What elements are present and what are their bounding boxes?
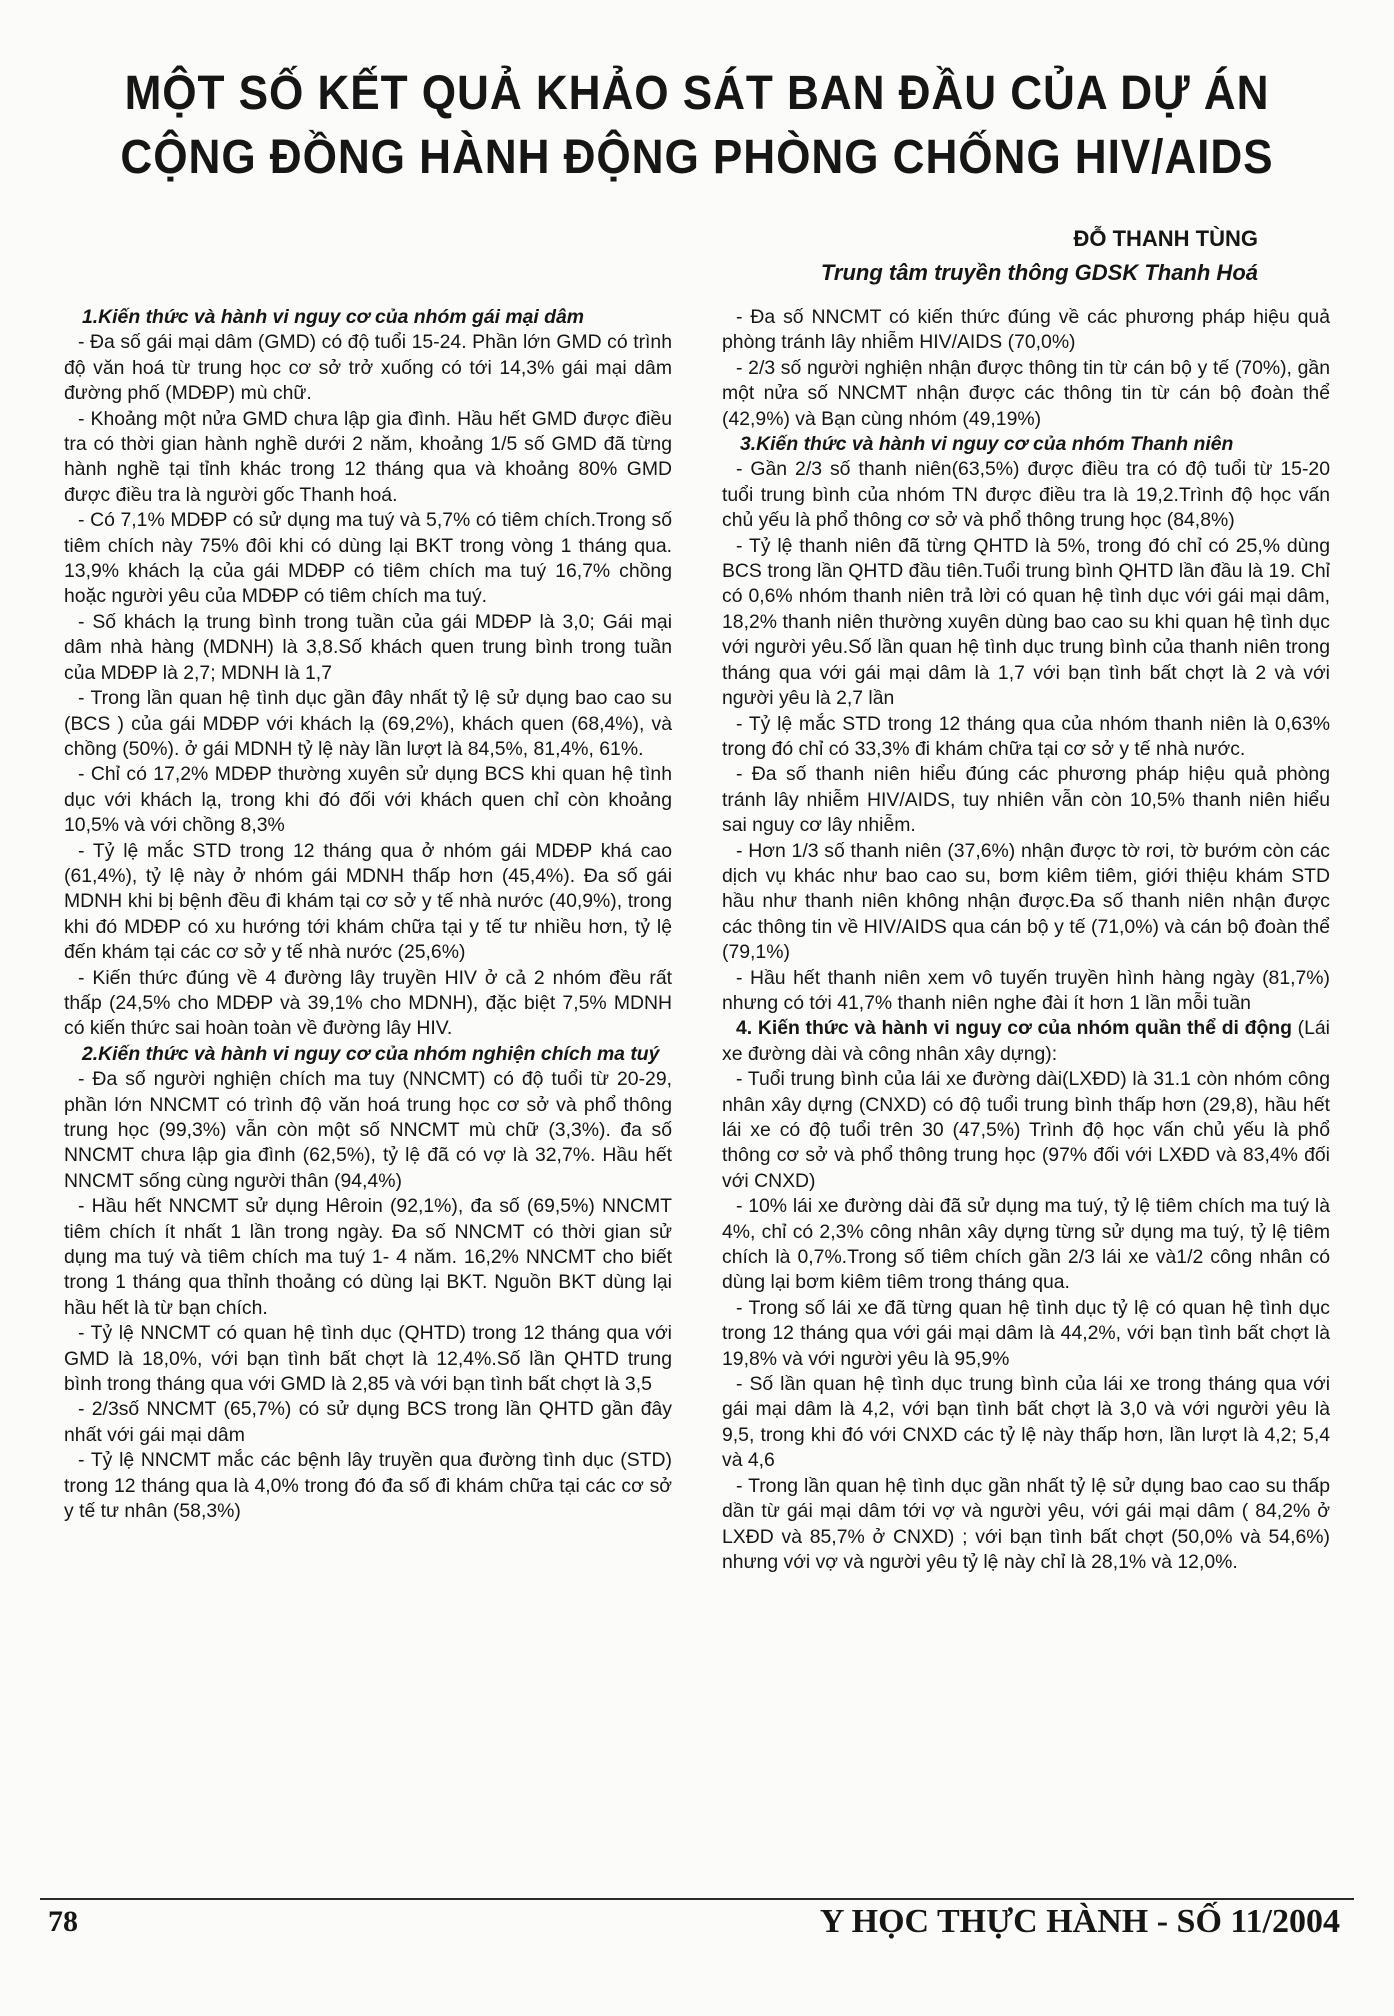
paragraph: - Kiến thức đúng về 4 đường lây truyền HIV ở cả 2 nhóm đều rất thấp (24,5% cho MDĐP và 39,1% cho MDNH), đặc biệt 7,5% MDNH có kiến thức sai hoàn toàn về đường lây HIV. bbox=[64, 966, 672, 1040]
paragraph: - Hầu hết NNCMT sử dụng Hêroin (92,1%), đa số (69,5%) NNCMT tiêm chích ít nhất 1 lần trong ngày. Đa số NNCMT có thời gian sử dụng ma tuý và tiêm chích ma tuý 1- 4 năm. 16,2% NNCMT cho biết trong 1 tháng qua thỉnh thoảng có dùng lại BKT. Nguồn BKT dùng lại hầu hết là từ bạn chích. bbox=[64, 1195, 672, 1319]
section-heading: 1.Kiến thức và hành vi nguy cơ của nhóm gái mại dâm bbox=[82, 306, 585, 328]
paragraph: - Hầu hết thanh niên xem vô tuyến truyền hình hàng ngày (81,7%) nhưng có tới 41,7% thanh niên nghe đài ít hơn 1 lần mỗi tuần bbox=[722, 966, 1330, 1014]
paragraph: - Chỉ có 17,2% MDĐP thường xuyên sử dụng BCS khi quan hệ tình dục với khách lạ, trong khi đó đối với khách quen chỉ còn khoảng 10,5% và với chồng 8,3% bbox=[64, 763, 672, 837]
paragraph: - Tuổi trung bình của lái xe đường dài(LXĐD) là 31.1 còn nhóm công nhân xây dựng (CNXD) có độ tuổi trung bình thấp hơn (29,8), hầu hết lái xe có độ tuổi trên 30 (47,5%) Trình độ học vấn chủ yếu là phổ thông cơ sở và phổ thông trung học (97% đối với LXĐD và 83,4% đối với CNXD) bbox=[722, 1068, 1330, 1192]
author-block bbox=[821, 222, 1258, 290]
paragraph: - Số lần quan hệ tình dục trung bình của lái xe trong tháng qua với gái mại dâm là 4,2, với bạn tình bất chợt là 3,0 và với người yêu là 9,5, trong khi đó với CNXD các tỷ lệ này thấp hơn, lần lượt là 4,2; 5,4 và 4,6 bbox=[722, 1373, 1330, 1472]
article-title bbox=[56, 62, 1338, 190]
paragraph: - 2/3số NNCMT (65,7%) có sử dụng BCS trong lần QHTD gần đây nhất với gái mại dâm bbox=[64, 1398, 672, 1446]
paragraph: - Tỷ lệ thanh niên đã từng QHTD là 5%, trong đó chỉ có 25,% dùng BCS trong lần QHTD đầu tiên.Tuổi trung bình QHTD lần đầu là 19. Chỉ có 0,6% nhóm thanh niên trả lời có quan hệ tình dục với gái mại dâm, 18,2% thanh niên thường xuyên dùng bao cao su khi quan hệ tình dục với người yêu.Số lần quan hệ tình dục trung bình của thanh niên trong tháng qua với gái mại dâm là 1,7 với bạn tình bất chợt là 2 và với người yêu là 2,7 lần bbox=[722, 534, 1330, 710]
paragraph: - Tỷ lệ NNCMT mắc các bệnh lây truyền qua đường tình dục (STD) trong 12 tháng qua là 4,0% trong đó đa số đi khám chữa tại các cơ sở y tế tư nhân (58,3%) bbox=[64, 1449, 672, 1523]
section-heading: 3.Kiến thức và hành vi nguy cơ của nhóm Thanh niên bbox=[740, 433, 1234, 456]
paragraph: - Gần 2/3 số thanh niên(63,5%) được điều tra có độ tuổi từ 15-20 tuổi trung bình của nhóm TN được điều tra là 19,2.Trình độ học vấn chủ yếu là phổ thông cơ sở và phổ thông trung học (84,8%) bbox=[722, 458, 1330, 532]
right-column bbox=[722, 305, 1330, 1575]
paragraph: - Trong lần quan hệ tình dục gần đây nhất tỷ lệ sử dụng bao cao su (BCS ) của gái MDĐP với khách lạ (69,2%), khách quen (68,4%), và chồng (50%). ở gái MDNH tỷ lệ này lần lượt là 84,5%, 81,4%, 61%. bbox=[64, 687, 672, 760]
paragraph: - Đa số người nghiện chích ma tuy (NNCMT) có độ tuổi từ 20-29, phần lớn NNCMT có trình độ văn hoá trung học cơ sở và phổ thông trung học (99,3%) vẫn còn một số NNCMT mù chữ (3,3%). đa số NNCMT chưa lập gia đình (62,5%), tỷ lệ đã có vợ là 32,7%. Hầu hết NNCMT sống cùng người thân (94,4%) bbox=[64, 1068, 672, 1192]
paragraph: - Tỷ lệ NNCMT có quan hệ tình dục (QHTD) trong 12 tháng qua với GMD là 18,0%, với bạn tình bất chợt là 12,4%.Số lần QHTD trung bình trong tháng qua với GMD là 2,85 và với bạn tình bất chợt là 3,5 bbox=[64, 1322, 672, 1396]
paragraph: - Tỷ lệ mắc STD trong 12 tháng qua ở nhóm gái MDĐP khá cao (61,4%), tỷ lệ này ở nhóm gái MDNH thấp hơn (45,4%). Đa số gái MDNH khi bị bệnh đều đi khám tại cơ sở y tế nhà nước (40,9%), trong khi đó MDĐP có xu hướng tới khám chữa tại y tế tư nhiều hơn, tỷ lệ đến khám tại các cơ sở y tế nhà nước (25,6%) bbox=[64, 839, 672, 964]
article-title-line-1: MỘT SỐ KẾT QUẢ KHẢO SÁT BAN ĐẦU CỦA DỰ ÁN bbox=[124, 67, 1270, 120]
paragraph: - Số khách lạ trung bình trong tuần của gái MDĐP là 3,0; Gái mại dâm nhà hàng (MDNH) là 3,8.Số khách quen trung bình trong tuần của MDĐP là 2,7; MDNH là 1,7 bbox=[64, 610, 672, 684]
paragraph: - Có 7,1% MDĐP có sử dụng ma tuý và 5,7% có tiêm chích.Trong số tiêm chích này 75% đôi khi có dùng lại BKT trong vòng 1 tháng qua. 13,9% khách lạ của gái MDĐP có tiêm chích ma tuý 16,7% chồng hoặc người yêu của MDĐP có tiêm chích ma tuý. bbox=[64, 509, 672, 608]
paragraph: - 10% lái xe đường dài đã sử dụng ma tuý, tỷ lệ tiêm chích ma tuý là 4%, chỉ có 2,3% công nhân xây dựng từng sử dụng ma tuý, tỷ lệ tiêm chích là 0,7%.Trong số tiêm chích gần 2/3 lái xe và1/2 công nhân có dùng lại bơm kiêm tiêm trong tháng qua. bbox=[722, 1195, 1330, 1294]
paragraph: - Khoảng một nửa GMD chưa lập gia đình. Hầu hết GMD được điều tra có thời gian hành nghề dưới 2 năm, khoảng 1/5 số GMD đã từng hành nghề tại tỉnh khác trong 12 tháng qua và khoảng 80% GMD được điều tra là người gốc Thanh hoá. bbox=[64, 407, 672, 506]
author-organization: Trung tâm truyền thông GDSK Thanh Hoá bbox=[820, 260, 1258, 285]
paragraph: - Đa số NNCMT có kiến thức đúng về các phương pháp hiệu quả phòng tránh lây nhiễm HIV/AIDS (70,0%) bbox=[722, 306, 1330, 354]
paragraph: - Tỷ lệ mắc STD trong 12 tháng qua của nhóm thanh niên là 0,63% trong đó chỉ có 33,3% đi khám chữa tại cơ sở y tế nhà nước. bbox=[722, 712, 1330, 760]
journal-name: Y HỌC THỰC HÀNH - SỐ 11/2004 bbox=[819, 1903, 1340, 1940]
author-name: ĐỖ THANH TÙNG bbox=[1073, 226, 1258, 251]
page-number: 78 bbox=[48, 1905, 78, 1938]
paragraph: - Trong lần quan hệ tình dục gần nhất tỷ lệ sử dụng bao cao su thấp dần từ gái mại dâm tới vợ và người yêu, với gái mại dâm ( 84,2% ở LXĐD và 85,7% ở CNXD) ; với bạn tình bất chợt (50,0% và 54,6%) nhưng với vợ và người yêu tỷ lệ này chỉ là 28,1% và 12,0%. bbox=[722, 1474, 1330, 1573]
section-heading-text: 4. Kiến thức và hành vi nguy cơ của nhóm quần thể di động bbox=[736, 1017, 1292, 1040]
article-title-line-2: CỘNG ĐỒNG HÀNH ĐỘNG PHÒNG CHỐNG HIV/AIDS bbox=[120, 131, 1274, 184]
section-heading: 2.Kiến thức và hành vi nguy cơ của nhóm nghiện chích ma tuý bbox=[82, 1042, 660, 1065]
section-heading bbox=[722, 1016, 1330, 1067]
footer-divider bbox=[40, 1898, 1354, 1900]
paragraph: - Đa số thanh niên hiểu đúng các phương pháp hiệu quả phòng tránh lây nhiễm HIV/AIDS, tuy nhiên vẫn còn 10,5% thanh niên hiểu sai nguy cơ lây nhiễm. bbox=[722, 763, 1330, 837]
section-heading-note: (Lái xe đường dài và công nhân xây dựng): bbox=[722, 1017, 1330, 1065]
paragraph: - Trong số lái xe đã từng quan hệ tình dục tỷ lệ có quan hệ tình dục trong 12 tháng qua với gái mại dâm là 44,2%, với bạn tình bất chợt là 19,8% và với người yêu là 95,9% bbox=[722, 1296, 1330, 1370]
left-column bbox=[64, 305, 672, 1525]
paragraph: - Hơn 1/3 số thanh niên (37,6%) nhận được tờ rơi, tờ bướm còn các dịch vụ khác như bao cao su, bơm kiêm tiêm, giới thiệu khám STD hầu như thanh niên không nhận được.Đa số thanh niên nhận được các thông tin về HIV/AIDS qua cán bộ y tế (71,0%) và cán bộ đoàn thể (79,1%) bbox=[722, 839, 1330, 964]
paragraph: - 2/3 số người nghiện nhận được thông tin từ cán bộ y tế (70%), gần một nửa số NNCMT nhận được các thông tin từ cán bộ đoàn thể (42,9%) và Bạn cùng nhóm (49,19%) bbox=[722, 356, 1330, 430]
paragraph: - Đa số gái mại dâm (GMD) có độ tuổi 15-24. Phần lớn GMD có trình độ văn hoá từ trung học cơ sở trở xuống có tới 14,3% gái mại dâm đường phố (MDĐP) mù chữ. bbox=[64, 331, 672, 405]
